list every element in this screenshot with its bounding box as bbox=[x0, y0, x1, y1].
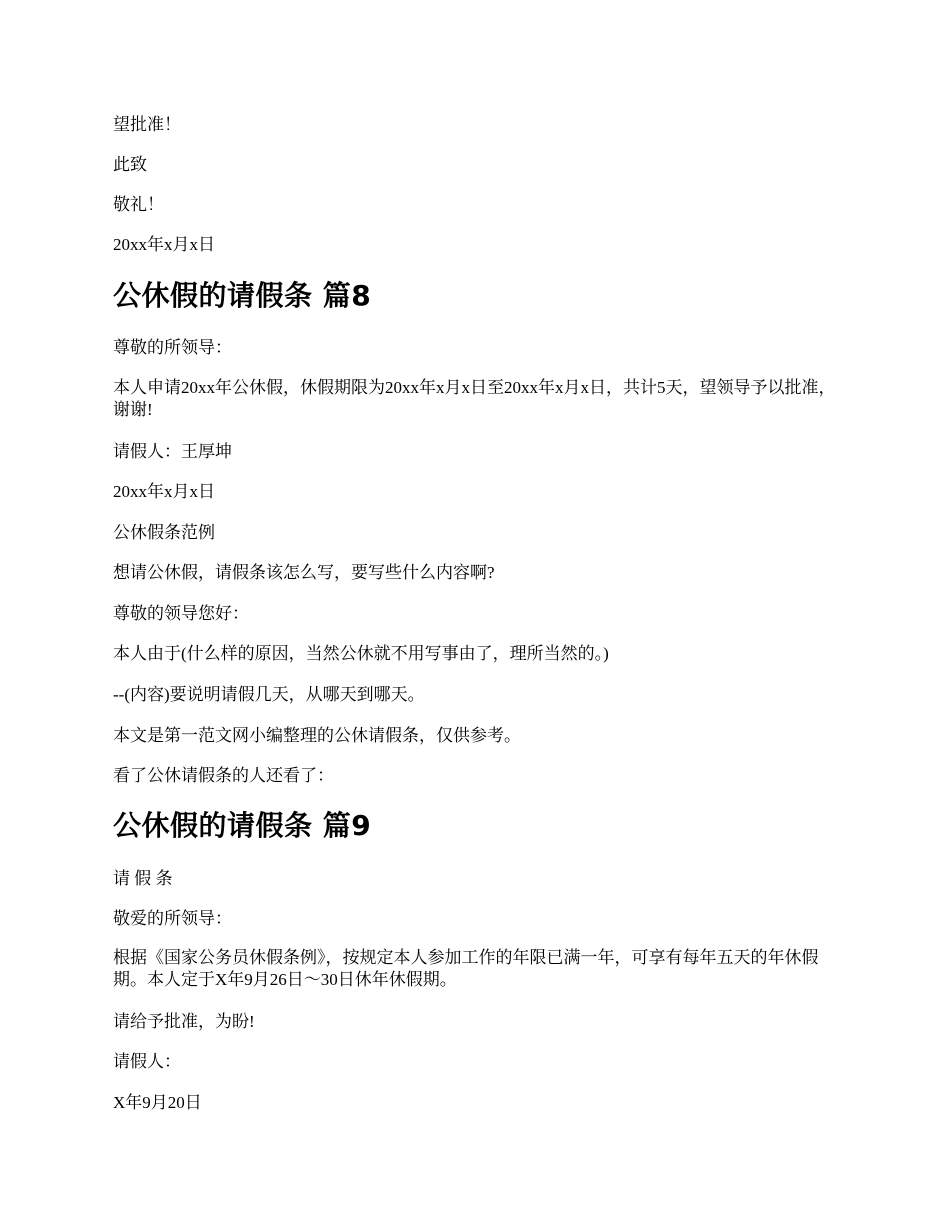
paragraph-title: 请 假 条 bbox=[113, 869, 173, 888]
section-heading-9: 公休假的请假条 篇9 bbox=[113, 809, 372, 842]
paragraph-salute: 敬礼！ bbox=[113, 195, 164, 214]
paragraph-salutation: 敬爱的所领导： bbox=[113, 909, 232, 928]
paragraph-greeting: 此致 bbox=[113, 155, 147, 174]
paragraph-note: 本文是第一范文网小编整理的公休请假条，仅供参考。 bbox=[113, 726, 521, 745]
paragraph-date: 20xx年x月x日 bbox=[113, 235, 215, 254]
paragraph-question: 想请公休假，请假条该怎么写，要写些什么内容啊? bbox=[113, 563, 495, 582]
paragraph-applicant: 请假人：王厚坤 bbox=[113, 442, 232, 461]
paragraph-salutation: 尊敬的所领导： bbox=[113, 338, 232, 357]
section-heading-8: 公休假的请假条 篇8 bbox=[113, 279, 372, 312]
paragraph-date: 20xx年x月x日 bbox=[113, 482, 215, 501]
paragraph-related: 看了公休请假条的人还看了： bbox=[113, 766, 334, 785]
paragraph-date: X年9月20日 bbox=[113, 1093, 202, 1112]
paragraph-reason: 本人由于(什么样的原因，当然公休就不用写事由了，理所当然的。) bbox=[113, 644, 609, 663]
paragraph-salutation: 尊敬的领导您好： bbox=[113, 604, 249, 623]
paragraph-body: 根据《国家公务员休假条例》，按规定本人参加工作的年限已满一年，可享有每年五天的年休假期。本人定于X年9月26日～30日休年休假期。 bbox=[113, 948, 819, 989]
paragraph-content: --(内容)要说明请假几天，从哪天到哪天。 bbox=[113, 685, 425, 704]
paragraph-example-title: 公休假条范例 bbox=[113, 523, 215, 542]
paragraph-request: 请给予批准，为盼! bbox=[113, 1012, 255, 1031]
paragraph-approval: 望批准！ bbox=[113, 115, 181, 134]
paragraph-request: 本人申请20xx年公休假，休假期限为20xx年x月x日至20xx年x月x日，共计5天，望领导予以批准，谢谢! bbox=[113, 378, 836, 419]
paragraph-applicant: 请假人： bbox=[113, 1052, 181, 1071]
